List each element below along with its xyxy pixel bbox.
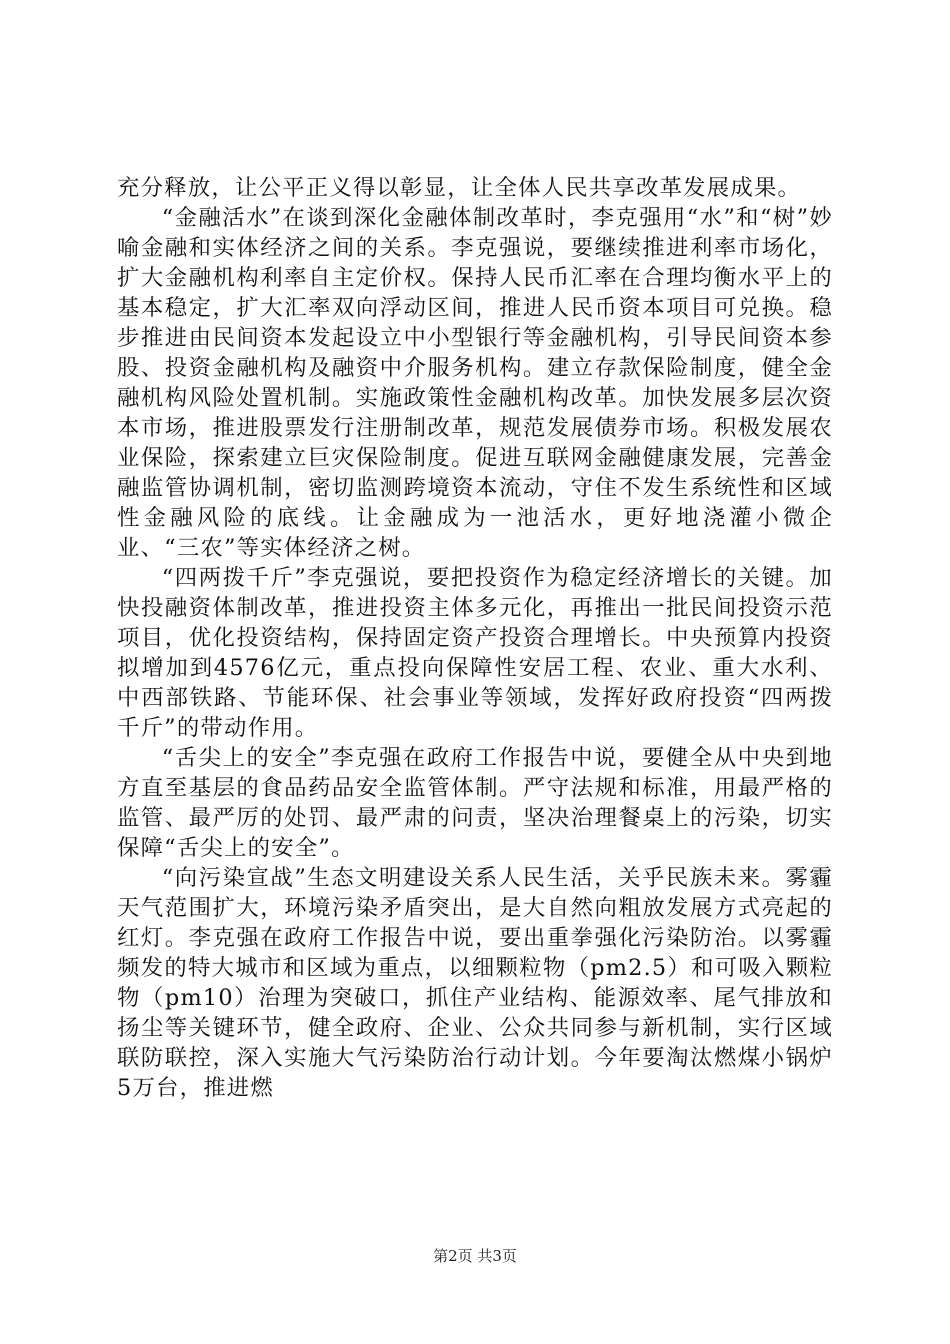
paragraph-continued: 充分释放，让公平正义得以彰显，让全体人民共享改革发展成果。 <box>117 175 802 201</box>
paragraph-food-safety: “舌尖上的安全”李克强在政府工作报告中说，要健全从中央到地方直至基层的食品药品安全监管体制。严守法规和标准，用最严格的监管、最严厉的处罚、最严肃的问责，坚决治理餐桌上的污染，切实保障“舌尖上的安全”。 <box>117 745 833 861</box>
paragraph-pollution: “向污染宣战”生态文明建设关系人民生活，关乎民族未来。雾霾天气范围扩大，环境污染矛盾突出，是大自然向粗放发展方式亮起的红灯。李克强在政府工作报告中说，要出重拳强化污染防治。以雾霾频发的特大城市和区域为重点，以细颗粒物（pm2.5）和可吸入颗粒物（pm10）治理为突破口，抓住产业结构、能源效率、尾气排放和扬尘等关键环节，健全政府、企业、公众共同参与新机制，实行区域联防联控，深入实施大气污染防治行动计划。今年要淘汰燃煤小锅炉5万台，推进燃 <box>117 865 833 1101</box>
paragraph-investment: “四两拨千斤”李克强说，要把投资作为稳定经济增长的关键。加快投融资体制改革，推进投资主体多元化，再推出一批民间投资示范项目，优化投资结构，保持固定资产投资合理增长。中央预算内投资拟增加到4576亿元，重点投向保障性安居工程、农业、重大水利、中西部铁路、节能环保、社会事业等领域，发挥好政府投资“四两拨千斤”的带动作用。 <box>117 565 833 741</box>
document-body <box>117 173 833 1103</box>
page-footer: 第2页 共3页 <box>433 1247 517 1265</box>
paragraph-finance: “金融活水”在谈到深化金融体制改革时，李克强用“水”和“树”妙喻金融和实体经济之间的关系。李克强说，要继续推进利率市场化，扩大金融机构利率自主定价权。保持人民币汇率在合理均衡水平上的基本稳定，扩大汇率双向浮动区间，推进人民币资本项目可兑换。稳步推进由民间资本发起设立中小型银行等金融机构，引导民间资本参股、投资金融机构及融资中介服务机构。建立存款保险制度，健全金融机构风险处置机制。实施政策性金融机构改革。加快发展多层次资本市场，推进股票发行注册制改革，规范发展债券市场。积极发展农业保险，探索建立巨灾保险制度。促进互联网金融健康发展，完善金融监管协调机制，密切监测跨境资本流动，守住不发生系统性和区域性金融风险的底线。让金融成为一池活水，更好地浇灌小微企业、“三农”等实体经济之树。 <box>117 205 833 561</box>
